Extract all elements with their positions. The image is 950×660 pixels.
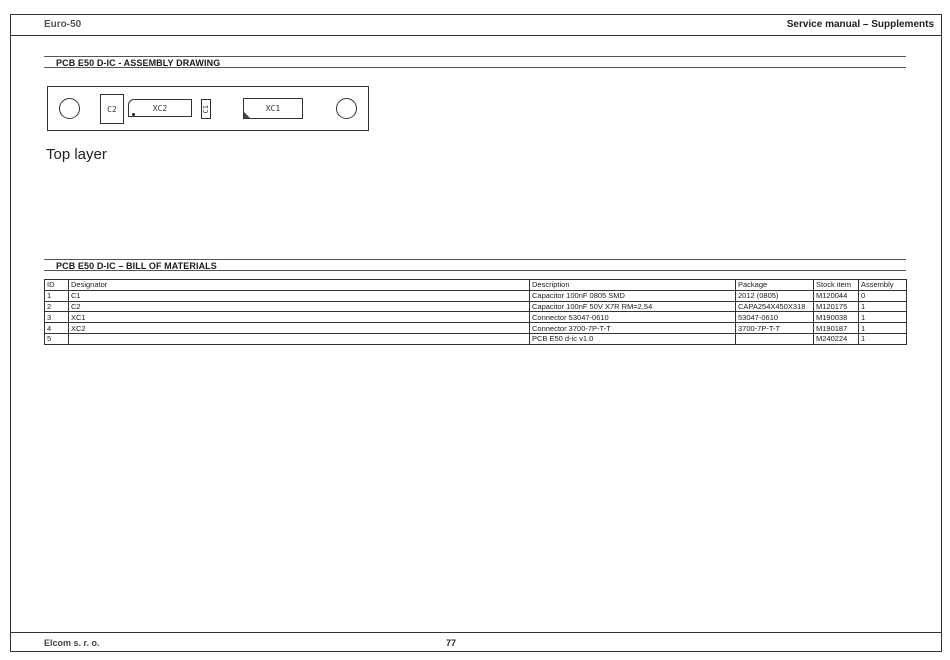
table-row [45, 323, 907, 334]
header-section: Service manual – Supplements [786, 19, 934, 30]
component-c2-label: C2 [107, 104, 117, 114]
bom-header-row [45, 280, 907, 291]
bom-cell: PCB E50 d-ic v1.0 [530, 333, 736, 344]
bom-cell: 53047-0610 [736, 312, 814, 323]
mounting-hole-right [336, 98, 357, 119]
pin1-marker-triangle [244, 112, 250, 118]
bom-cell: M120175 [814, 301, 859, 312]
page-number: 77 [446, 638, 457, 648]
bom-cell: 0 [859, 290, 907, 301]
bom-cell: 3 [45, 312, 69, 323]
table-row [45, 312, 907, 323]
bom-table [44, 279, 907, 345]
mounting-hole-left [59, 98, 80, 119]
bom-cell: M240224 [814, 333, 859, 344]
bom-cell [736, 333, 814, 344]
table-row [45, 301, 907, 312]
bom-cell: 1 [859, 333, 907, 344]
component-xc1-label: XC1 [265, 104, 281, 113]
bom-header-cell: Package [736, 280, 814, 291]
pcb-assembly-drawing [47, 86, 369, 131]
bom-cell: 3700-7P-T-T [736, 323, 814, 334]
bom-title-text: PCB E50 D-IC – BILL OF MATERIALS [56, 261, 217, 271]
page-header [10, 14, 942, 36]
bom-cell: M190187 [814, 323, 859, 334]
assembly-section-title [44, 56, 906, 68]
assembly-title-text: PCB E50 D-IC - ASSEMBLY DRAWING [56, 58, 221, 68]
bom-cell: M120044 [814, 290, 859, 301]
bom-cell: C1 [69, 290, 530, 301]
bom-cell: M190038 [814, 312, 859, 323]
bom-cell: Connector 53047-0610 [530, 312, 736, 323]
page-footer [10, 632, 942, 652]
footer-company: Elcom s. r. o. [44, 638, 100, 648]
bom-cell: 1 [859, 323, 907, 334]
bom-cell [69, 333, 530, 344]
component-c1-label: C1 [202, 104, 210, 114]
bom-cell: Capacitor 100nF 0805 SMD [530, 290, 736, 301]
bom-cell: C2 [69, 301, 530, 312]
component-xc2-label: XC2 [152, 103, 168, 113]
bom-cell: 1 [859, 312, 907, 323]
component-xc1 [243, 98, 303, 119]
bom-cell: Capacitor 100nF 50V X7R RM=2,54 [530, 301, 736, 312]
bom-cell: CAPA254X450X318 [736, 301, 814, 312]
header-product: Euro-50 [44, 19, 82, 30]
bom-cell: XC1 [69, 312, 530, 323]
bom-cell: 1 [45, 290, 69, 301]
bom-header-cell: Description [530, 280, 736, 291]
bom-cell: 5 [45, 333, 69, 344]
bom-header-cell: ID [45, 280, 69, 291]
bom-cell: 2012 (0805) [736, 290, 814, 301]
bom-cell: 1 [859, 301, 907, 312]
bom-cell: XC2 [69, 323, 530, 334]
component-c2 [100, 94, 124, 124]
layer-label: Top layer [46, 146, 107, 163]
bom-header-cell: Stock item [814, 280, 859, 291]
bom-cell: 2 [45, 301, 69, 312]
bom-section-title [44, 259, 906, 271]
table-row [45, 290, 907, 301]
bom-cell: 4 [45, 323, 69, 334]
bom-cell: Connector 3700-7P-T-T [530, 323, 736, 334]
component-c1 [201, 99, 211, 119]
bom-header-cell: Designator [69, 280, 530, 291]
bom-header-cell: Assembly [859, 280, 907, 291]
component-xc2 [128, 99, 192, 117]
pin1-marker-dot [132, 113, 135, 116]
table-row [45, 333, 907, 344]
